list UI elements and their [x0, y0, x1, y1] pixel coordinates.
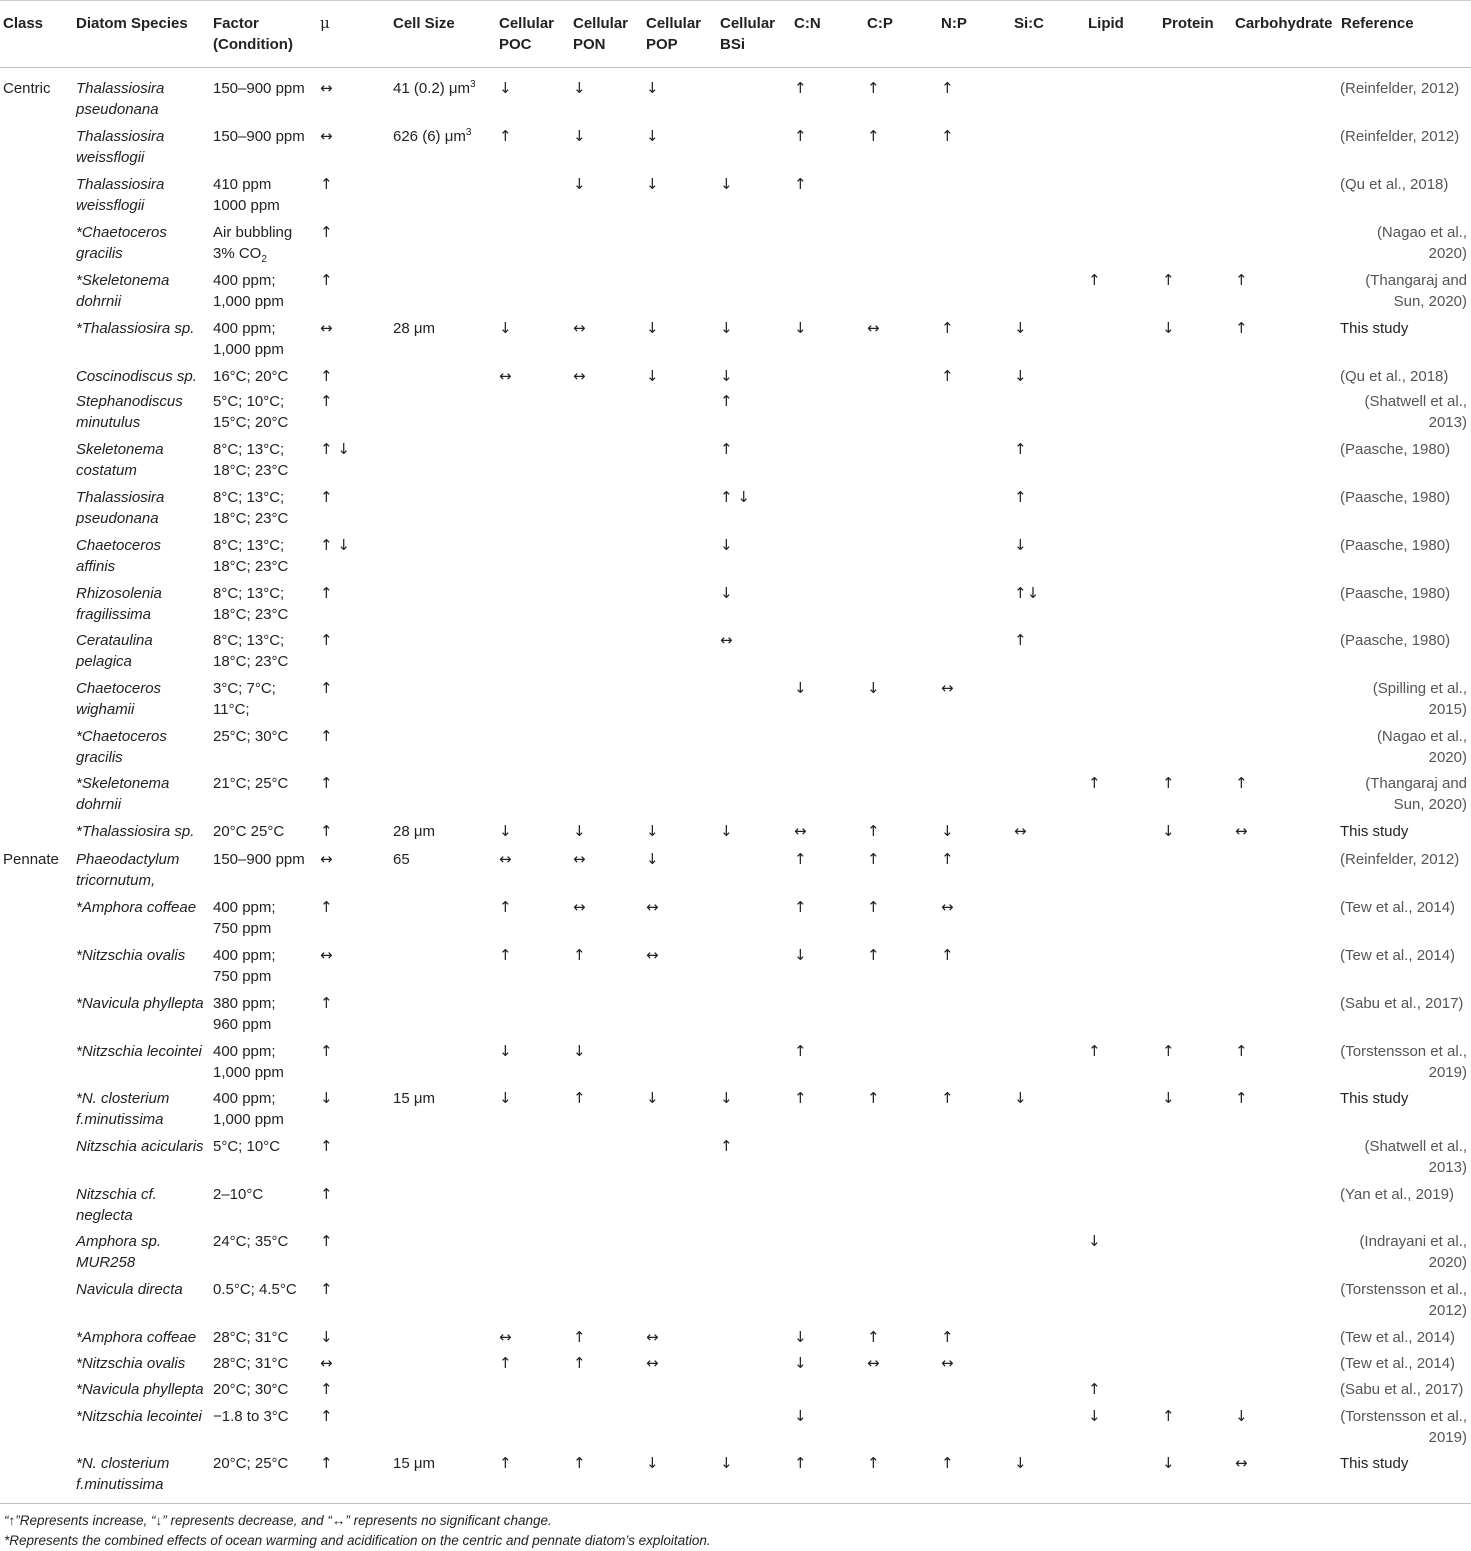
cell-poc: ↔	[499, 367, 512, 385]
header-pop: Cellular POP	[646, 15, 702, 53]
cell-mu: ↑	[320, 367, 333, 385]
cell-mu: ↑	[320, 1454, 333, 1472]
cell-carbohydrate: ↓	[1235, 1407, 1248, 1425]
cell-np: ↑	[941, 946, 954, 964]
cell-pon: ↑	[573, 1328, 586, 1346]
header-reference: Reference	[1341, 15, 1414, 32]
cell-size: 28 μm	[393, 320, 435, 337]
cell-species: *Amphora coffeae	[76, 899, 197, 916]
cell-factor: 25°C; 30°C	[213, 728, 289, 745]
cell-pon: ↑	[573, 1089, 586, 1107]
cell-bsi: ↓	[720, 1454, 733, 1472]
cell-reference: (Torstensson et al., 2019)	[1340, 1043, 1467, 1081]
cell-factor: 24°C; 35°C	[213, 1233, 289, 1250]
cell-sic: ↔	[1014, 822, 1027, 840]
cell-class: Pennate	[3, 851, 59, 868]
cell-pon: ↔	[573, 850, 586, 868]
cell-factor: 400 ppm; 1,000 ppm	[213, 320, 284, 358]
cell-species: Thalassiosira weissflogii	[76, 128, 165, 166]
cell-np: ↑	[941, 1454, 954, 1472]
cell-bsi: ↓	[720, 367, 733, 385]
cell-poc: ↓	[499, 1042, 512, 1060]
cell-species: *Chaetoceros gracilis	[76, 728, 167, 766]
cell-cn: ↑	[794, 1089, 807, 1107]
cell-pop: ↓	[646, 850, 659, 868]
cell-species: Stephanodiscus minutulus	[76, 393, 183, 431]
cell-species: *Navicula phyllepta	[76, 1381, 204, 1398]
header-carbohydrate: Carbohydrate	[1235, 15, 1333, 32]
cell-species: *Navicula phyllepta	[76, 995, 204, 1012]
cell-mu: ↓	[320, 1328, 333, 1346]
cell-poc: ↓	[499, 319, 512, 337]
header-bsi: Cellular BSi	[720, 15, 776, 53]
cell-reference: (Reinfelder, 2012)	[1340, 851, 1460, 868]
footnote-arrows: “↑”Represents increase, “↓” represents decrease, and “↔” represents no significant change.	[4, 1513, 552, 1528]
cell-pop: ↓	[646, 1454, 659, 1472]
cell-factor: 400 ppm; 1,000 ppm	[213, 272, 284, 310]
cell-mu: ↔	[320, 946, 333, 964]
cell-pon: ↑	[573, 1454, 586, 1472]
cell-cn: ↓	[794, 1328, 807, 1346]
cell-mu: ↑	[320, 994, 333, 1012]
cell-pon: ↓	[573, 822, 586, 840]
cell-np: ↑	[941, 367, 954, 385]
cell-pop: ↓	[646, 175, 659, 193]
header-pon: Cellular PON	[573, 15, 629, 53]
cell-carbohydrate: ↑	[1235, 319, 1248, 337]
cell-cn: ↓	[794, 319, 807, 337]
cell-np: ↑	[941, 850, 954, 868]
cell-poc: ↑	[499, 898, 512, 916]
cell-factor: 400 ppm; 750 ppm	[213, 947, 276, 985]
cell-reference: This study	[1340, 823, 1409, 840]
cell-reference: (Shatwell et al., 2013)	[1364, 393, 1467, 431]
cell-cn: ↑	[794, 1454, 807, 1472]
cell-carbohydrate: ↑	[1235, 774, 1248, 792]
cell-bsi: ↔	[720, 631, 733, 649]
cell-sic: ↓	[1014, 1454, 1027, 1472]
cell-pop: ↓	[646, 79, 659, 97]
cell-mu: ↑ ↓	[320, 536, 350, 554]
cell-factor: 400 ppm; 1,000 ppm	[213, 1043, 284, 1081]
cell-bsi: ↓	[720, 1089, 733, 1107]
cell-carbohydrate: ↔	[1235, 1454, 1248, 1472]
cell-species: *Skeletonema dohrnii	[76, 272, 170, 310]
cell-lipid: ↑	[1088, 1042, 1101, 1060]
cell-bsi: ↓	[720, 584, 733, 602]
cell-bsi: ↑	[720, 1137, 733, 1155]
cell-size: 15 μm	[393, 1090, 435, 1107]
cell-reference: (Reinfelder, 2012)	[1340, 128, 1460, 145]
cell-size: 28 μm	[393, 823, 435, 840]
cell-reference: (Qu et al., 2018)	[1340, 368, 1449, 385]
cell-np: ↑	[941, 127, 954, 145]
cell-mu: ↑	[320, 727, 333, 745]
cell-species: Nitzschia cf. neglecta	[76, 1186, 157, 1224]
cell-species: *N. closterium f.minutissima	[76, 1090, 170, 1128]
cell-cn: ↑	[794, 898, 807, 916]
cell-sic: ↑	[1014, 440, 1027, 458]
cell-mu: ↑	[320, 271, 333, 289]
cell-reference: (Tew et al., 2014)	[1340, 947, 1456, 964]
cell-mu: ↑	[320, 584, 333, 602]
cell-species: Navicula directa	[76, 1281, 183, 1298]
factor-subscript: 2	[261, 254, 267, 265]
cell-mu: ↑	[320, 488, 333, 506]
cell-reference: This study	[1340, 1455, 1409, 1472]
cell-mu: ↑	[320, 1280, 333, 1298]
cell-factor: 5°C; 10°C; 15°C; 20°C	[213, 393, 289, 431]
cell-cn: ↓	[794, 1354, 807, 1372]
cell-mu: ↑	[320, 392, 333, 410]
header-protein: Protein	[1162, 15, 1214, 32]
cell-factor: 150–900 ppm	[213, 128, 305, 145]
cell-mu: ↔	[320, 1354, 333, 1372]
cell-species: *N. closterium f.minutissima	[76, 1455, 170, 1493]
cell-pon: ↔	[573, 367, 586, 385]
cell-mu: ↑	[320, 1137, 333, 1155]
cell-factor: 16°C; 20°C	[213, 368, 289, 385]
cell-bsi: ↓	[720, 822, 733, 840]
cell-cn: ↑	[794, 850, 807, 868]
cell-reference: This study	[1340, 320, 1409, 337]
cell-carbohydrate: ↑	[1235, 271, 1248, 289]
cell-class: Centric	[3, 80, 51, 97]
cell-bsi: ↑	[720, 440, 733, 458]
cell-reference: (Sabu et al., 2017)	[1340, 995, 1464, 1012]
cell-factor: 0.5°C; 4.5°C	[213, 1281, 297, 1298]
cell-factor: 20°C; 25°C	[213, 1455, 289, 1472]
cell-poc: ↑	[499, 1454, 512, 1472]
cell-size: 65	[393, 851, 410, 868]
cell-lipid: ↑	[1088, 774, 1101, 792]
cell-size-exponent: 3	[470, 79, 476, 90]
cell-cn: ↓	[794, 1407, 807, 1425]
cell-size-exponent: 3	[465, 127, 472, 138]
cell-cp: ↑	[867, 822, 880, 840]
cell-cp: ↑	[867, 127, 880, 145]
cell-species: Phaeodactylum tricornutum,	[76, 851, 180, 889]
cell-reference: (Paasche, 1980)	[1340, 441, 1451, 458]
cell-lipid: ↑	[1088, 271, 1101, 289]
cell-lipid: ↓	[1088, 1232, 1101, 1250]
cell-species: Thalassiosira weissflogii	[76, 176, 165, 214]
cell-factor: Air bubbling 3% $CO_2$	[213, 224, 293, 265]
cell-size: 41 (0.2) $\mu m^3$	[393, 79, 476, 97]
cell-poc: ↓	[499, 79, 512, 97]
cell-cp: ↑	[867, 79, 880, 97]
cell-factor: 8°C; 13°C; 18°C; 23°C	[213, 441, 289, 479]
cell-pop: ↓	[646, 319, 659, 337]
cell-sic: ↑	[1014, 488, 1027, 506]
cell-species: Thalassiosira pseudonana	[76, 80, 165, 118]
cell-pop: ↔	[646, 898, 659, 916]
cell-reference: (Yan et al., 2019)	[1340, 1186, 1454, 1203]
cell-reference: (Sabu et al., 2017)	[1340, 1381, 1464, 1398]
cell-protein: ↓	[1162, 1089, 1175, 1107]
cell-factor: 400 ppm; 1,000 ppm	[213, 1090, 284, 1128]
cell-np: ↑	[941, 319, 954, 337]
cell-carbohydrate: ↑	[1235, 1089, 1248, 1107]
cell-sic: ↓	[1014, 367, 1027, 385]
cell-bsi: ↓	[720, 536, 733, 554]
cell-cp: ↔	[867, 1354, 880, 1372]
cell-mu: ↑	[320, 223, 333, 241]
cell-cn: ↑	[794, 127, 807, 145]
cell-cp: ↓	[867, 679, 880, 697]
cell-reference: (Indrayani et al., 2020)	[1359, 1233, 1467, 1271]
cell-reference: (Paasche, 1980)	[1340, 632, 1451, 649]
cell-cp: ↔	[867, 319, 880, 337]
header-cn: C:N	[794, 15, 821, 32]
cell-bsi: ↓	[720, 175, 733, 193]
cell-reference: (Thangaraj and Sun, 2020)	[1365, 272, 1467, 310]
cell-mu: ↔	[320, 127, 333, 145]
cell-factor: 3°C; 7°C; 11°C;	[213, 680, 276, 718]
cell-sic: ↓	[1014, 536, 1027, 554]
cell-species: *Nitzschia ovalis	[76, 947, 186, 964]
cell-mu: ↑	[320, 631, 333, 649]
cell-factor: 5°C; 10°C	[213, 1138, 281, 1155]
cell-poc: ↔	[499, 850, 512, 868]
header-np: N:P	[941, 15, 967, 32]
header-cp: C:P	[867, 15, 893, 32]
cell-mu: ↑	[320, 1407, 333, 1425]
cell-cp: ↑	[867, 1454, 880, 1472]
cell-cp: ↑	[867, 898, 880, 916]
header-sic: Si:C	[1014, 15, 1044, 32]
cell-species: Skeletonema costatum	[76, 441, 164, 479]
cell-factor: 21°C; 25°C	[213, 775, 289, 792]
cell-mu: ↑	[320, 1042, 333, 1060]
cell-size: 626 (6) $\mu m^3$	[393, 127, 472, 145]
cell-mu: ↑	[320, 1185, 333, 1203]
cell-pop: ↓	[646, 822, 659, 840]
cell-cp: ↑	[867, 850, 880, 868]
cell-mu: ↑ ↓	[320, 440, 350, 458]
cell-reference: (Tew et al., 2014)	[1340, 1329, 1456, 1346]
cell-protein: ↓	[1162, 319, 1175, 337]
cell-factor: 28°C; 31°C	[213, 1329, 289, 1346]
cell-pon: ↓	[573, 79, 586, 97]
cell-poc: ↓	[499, 1089, 512, 1107]
cell-mu: ↑	[320, 1380, 333, 1398]
cell-species: *Thalassiosira sp.	[76, 823, 195, 840]
cell-poc: ↓	[499, 822, 512, 840]
cell-cn: ↔	[794, 822, 807, 840]
cell-species: *Nitzschia lecointei	[76, 1043, 202, 1060]
header-class: Class	[3, 15, 44, 32]
cell-sic: ↑	[1014, 631, 1027, 649]
cell-poc: ↑	[499, 1354, 512, 1372]
cell-species: Rhizosolenia fragilissima	[76, 585, 162, 623]
cell-species: *Nitzschia ovalis	[76, 1355, 186, 1372]
cell-bsi: ↑	[720, 392, 733, 410]
cell-np: ↔	[941, 679, 954, 697]
cell-species: *Amphora coffeae	[76, 1329, 197, 1346]
cell-pop: ↔	[646, 946, 659, 964]
footnote-asterisk: *Represents the combined effects of ocean warming and acidification on the centric and pennate diatom’s exploitation.	[4, 1533, 711, 1548]
cell-factor: 8°C; 13°C; 18°C; 23°C	[213, 537, 289, 575]
cell-pop: ↔	[646, 1354, 659, 1372]
cell-sic: ↑↓	[1014, 584, 1040, 602]
cell-poc: ↔	[499, 1328, 512, 1346]
cell-factor: 20°C; 30°C	[213, 1381, 289, 1398]
header-factor: Factor (Condition)	[213, 15, 293, 53]
cell-reference: (Torstensson et al., 2012)	[1340, 1281, 1467, 1319]
cell-reference: (Paasche, 1980)	[1340, 489, 1451, 506]
cell-species: *Thalassiosira sp.	[76, 320, 195, 337]
cell-mu: ↓	[320, 1089, 333, 1107]
cell-np: ↔	[941, 1354, 954, 1372]
cell-reference: (Spilling et al., 2015)	[1372, 680, 1467, 718]
cell-species: Nitzschia acicularis	[76, 1138, 204, 1155]
cell-reference: (Torstensson et al., 2019)	[1340, 1408, 1467, 1446]
cell-size: 15 μm	[393, 1455, 435, 1472]
cell-mu: ↑	[320, 175, 333, 193]
cell-np: ↑	[941, 79, 954, 97]
cell-factor: 150–900 ppm	[213, 80, 305, 97]
cell-mu: ↔	[320, 850, 333, 868]
cell-sic: ↓	[1014, 1089, 1027, 1107]
cell-pon: ↔	[573, 898, 586, 916]
cell-cp: ↑	[867, 946, 880, 964]
cell-mu: ↑	[320, 822, 333, 840]
cell-factor: 20°C 25°C	[213, 823, 285, 840]
header-poc: Cellular POC	[499, 15, 555, 53]
cell-pon: ↓	[573, 175, 586, 193]
cell-protein: ↑	[1162, 1042, 1175, 1060]
cell-factor: 150–900 ppm	[213, 851, 305, 868]
cell-reference: (Shatwell et al., 2013)	[1364, 1138, 1467, 1176]
cell-cp: ↑	[867, 1328, 880, 1346]
cell-factor: 8°C; 13°C; 18°C; 23°C	[213, 585, 289, 623]
cell-species: Coscinodiscus sp.	[76, 368, 197, 385]
cell-factor: 28°C; 31°C	[213, 1355, 289, 1372]
cell-protein: ↓	[1162, 822, 1175, 840]
cell-species: Chaetoceros wighamii	[76, 680, 162, 718]
cell-mu: ↑	[320, 774, 333, 792]
cell-species: *Chaetoceros gracilis	[76, 224, 167, 262]
header-mu: μ	[320, 14, 330, 32]
cell-factor: −1.8 to 3°C	[213, 1408, 289, 1425]
cell-species: *Skeletonema dohrnii	[76, 775, 170, 813]
cell-reference: (Thangaraj and Sun, 2020)	[1365, 775, 1467, 813]
cell-bsi: ↑ ↓	[720, 488, 750, 506]
cell-factor: 380 ppm; 960 ppm	[213, 995, 276, 1033]
cell-reference: (Reinfelder, 2012)	[1340, 80, 1460, 97]
cell-factor: 8°C; 13°C; 18°C; 23°C	[213, 489, 289, 527]
cell-cn: ↑	[794, 175, 807, 193]
cell-bsi: ↓	[720, 319, 733, 337]
cell-reference: (Nagao et al., 2020)	[1376, 224, 1467, 262]
cell-cn: ↓	[794, 946, 807, 964]
cell-species: *Nitzschia lecointei	[76, 1408, 202, 1425]
cell-protein: ↑	[1162, 774, 1175, 792]
cell-carbohydrate: ↑	[1235, 1042, 1248, 1060]
cell-reference: (Nagao et al., 2020)	[1376, 728, 1467, 766]
header-lipid: Lipid	[1088, 15, 1124, 32]
cell-mu: ↑	[320, 1232, 333, 1250]
cell-mu: ↔	[320, 319, 333, 337]
cell-reference: (Paasche, 1980)	[1340, 537, 1451, 554]
cell-mu: ↔	[320, 79, 333, 97]
cell-factor: 400 ppm; 750 ppm	[213, 899, 276, 937]
header-cell-size: Cell Size	[393, 15, 455, 32]
cell-species: Cerataulina pelagica	[76, 632, 153, 670]
cell-pop: ↔	[646, 1328, 659, 1346]
cell-lipid: ↑	[1088, 1380, 1101, 1398]
cell-carbohydrate: ↔	[1235, 822, 1248, 840]
cell-poc: ↑	[499, 127, 512, 145]
cell-cn: ↑	[794, 1042, 807, 1060]
header-species: Diatom Species	[76, 15, 188, 32]
cell-factor: 2–10°C	[213, 1186, 264, 1203]
cell-pon: ↓	[573, 127, 586, 145]
cell-mu: ↑	[320, 898, 333, 916]
cell-protein: ↑	[1162, 271, 1175, 289]
cell-protein: ↑	[1162, 1407, 1175, 1425]
cell-pon: ↑	[573, 946, 586, 964]
cell-reference: (Qu et al., 2018)	[1340, 176, 1449, 193]
cell-poc: ↑	[499, 946, 512, 964]
cell-protein: ↓	[1162, 1454, 1175, 1472]
cell-pon: ↓	[573, 1042, 586, 1060]
cell-species: Amphora sp. MUR258	[76, 1233, 162, 1271]
cell-np: ↑	[941, 1328, 954, 1346]
cell-pop: ↓	[646, 367, 659, 385]
cell-reference: This study	[1340, 1090, 1409, 1107]
cell-species: Chaetoceros affinis	[76, 537, 162, 575]
cell-reference: (Tew et al., 2014)	[1340, 899, 1456, 916]
cell-cn: ↑	[794, 79, 807, 97]
cell-pop: ↓	[646, 1089, 659, 1107]
cell-factor: 410 ppm 1000 ppm	[213, 176, 280, 214]
cell-pop: ↓	[646, 127, 659, 145]
cell-species: Thalassiosira pseudonana	[76, 489, 165, 527]
table-bottom-rule	[0, 1503, 1471, 1504]
cell-np: ↔	[941, 898, 954, 916]
cell-reference: (Paasche, 1980)	[1340, 585, 1451, 602]
cell-mu: ↑	[320, 679, 333, 697]
cell-reference: (Tew et al., 2014)	[1340, 1355, 1456, 1372]
cell-cp: ↑	[867, 1089, 880, 1107]
table-header	[0, 0, 1471, 68]
cell-cn: ↓	[794, 679, 807, 697]
cell-factor: 8°C; 13°C; 18°C; 23°C	[213, 632, 289, 670]
cell-pon: ↑	[573, 1354, 586, 1372]
cell-np: ↑	[941, 1089, 954, 1107]
cell-np: ↓	[941, 822, 954, 840]
cell-sic: ↓	[1014, 319, 1027, 337]
cell-lipid: ↓	[1088, 1407, 1101, 1425]
cell-pon: ↔	[573, 319, 586, 337]
